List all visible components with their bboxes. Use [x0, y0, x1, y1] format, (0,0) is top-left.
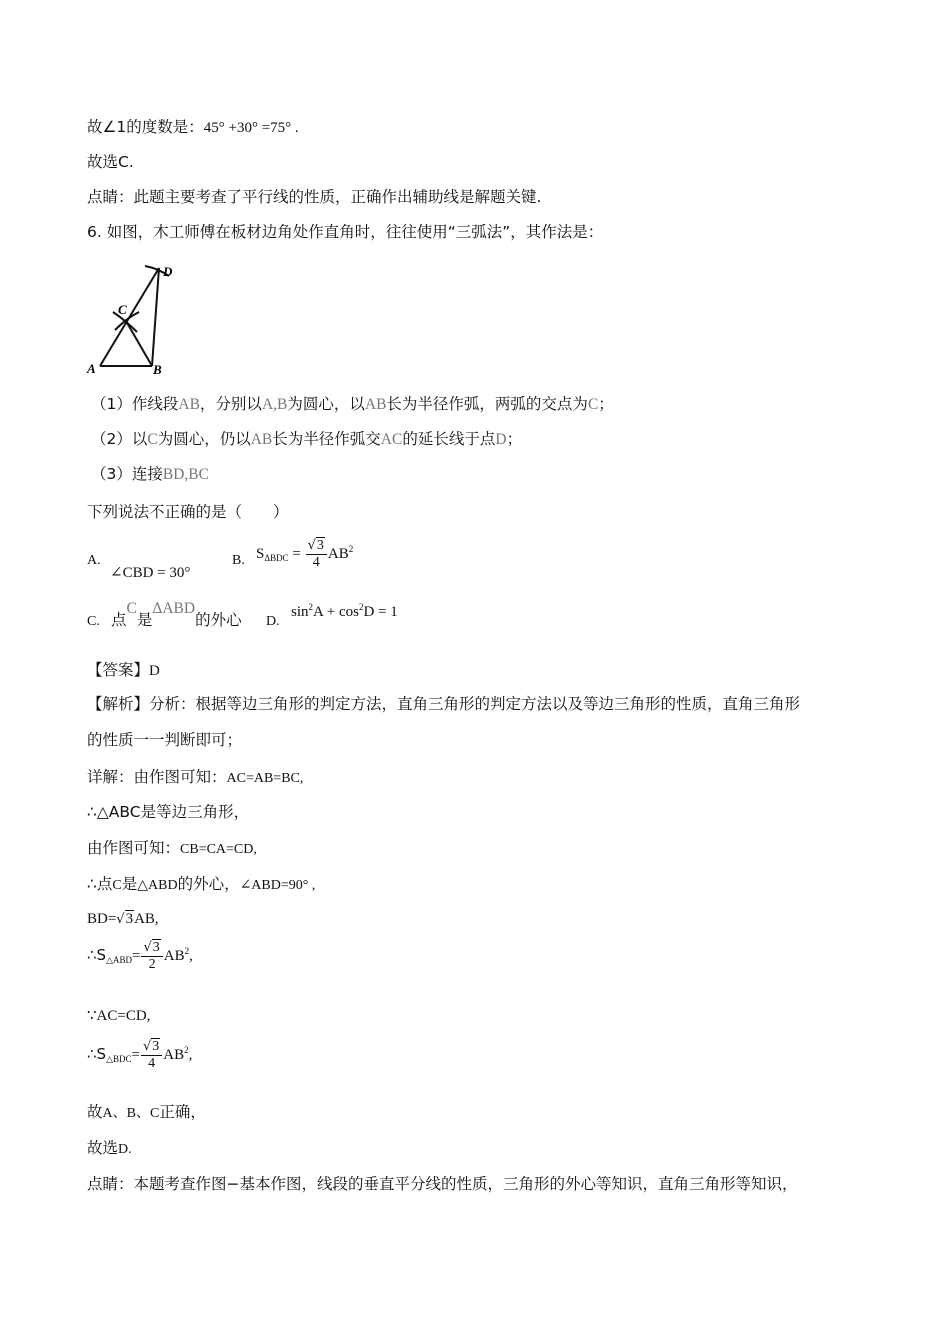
tip-line: 点睛：本题考查作图−基本作图，线段的垂直平分线的性质，三角形的外心等知识，直角三角形等知识，: [87, 1175, 798, 1193]
segment-bc: [126, 321, 152, 366]
label-a: A: [87, 361, 96, 376]
analysis-line-1: 【解析】分析：根据等边三角形的判定方法，直角三角形的判定方法以及等边三角形的性质，直角三角形: [87, 695, 801, 713]
detail-line-3: 由作图可知：CB=CA=CD,: [87, 839, 257, 857]
detail-line-9: 故A、B、C正确，: [87, 1103, 206, 1121]
option-a-label: A.: [87, 553, 101, 568]
segment-bd: [152, 268, 159, 366]
question-6-text: 6. 如图，木工师傅在板材边角处作直角时，往往使用“三弧法”，其作法是：: [87, 223, 604, 241]
label-c: C: [118, 302, 127, 317]
line-angle-result: [87, 116, 299, 139]
angle-result-text: 故∠1的度数是：: [87, 118, 204, 136]
detail-line-10: 故选D.: [87, 1139, 132, 1157]
label-d: D: [163, 264, 173, 279]
detail-line-1: 详解：由作图可知：AC=AB=BC,: [87, 768, 304, 786]
option-c-text: 点C是ΔABD的外心: [111, 600, 242, 629]
line-tip-parallel: 点睛：此题主要考查了平行线的性质，正确作出辅助线是解题关键.: [87, 188, 542, 206]
detail-line-2: ∴△ABC是等边三角形，: [87, 803, 250, 821]
option-d-expr: $\sin^2A + \cos^2D = 1$: [291, 602, 398, 620]
analysis-line-2: 的性质一一判断即可；: [87, 731, 243, 749]
detail-line-4: ∴点C是△ABD的外心，∠ABD=90° ,: [87, 875, 316, 893]
step-1: （1）作线段AB，分别以A,B为圆心，以AB长为半径作弧，两弧的交点为C；: [91, 395, 614, 413]
detail-line-6: $\therefore S_{\triangle ABD}=$ $\frac{√3}{2}$ $AB^2$,: [87, 940, 193, 972]
option-d-label: D.: [266, 614, 280, 629]
option-a-expr: ∠CBD = 30°: [110, 565, 191, 581]
label-b: B: [153, 362, 162, 377]
option-b-expr: $S_{\Delta BDC}$ = $\frac{√3}{4}$ $AB^2$: [256, 538, 354, 570]
detail-line-7: ∵AC=CD,: [87, 1008, 151, 1024]
answer-line: 【答案】D: [87, 661, 160, 679]
option-c-label: C.: [87, 614, 100, 629]
angle-result-expr: 45° +30° =75° .: [203, 120, 299, 136]
three-arc-figure: [85, 262, 195, 380]
step-3: （3）连接BD,BC: [91, 465, 209, 483]
step-2: （2）以C为圆心，仍以AB长为半径作弧交AC的延长线于点D；: [91, 430, 523, 448]
option-b-label: B.: [232, 553, 245, 568]
question-prompt: 下列说法不正确的是（ ）: [87, 503, 289, 521]
line-choose-c: 故选C.: [87, 153, 134, 171]
detail-line-8: $\therefore S_{\triangle BDC}=$ $\frac{√3}{4}$ $AB^2$,: [87, 1039, 193, 1071]
detail-line-5: BD=√3AB,: [87, 911, 159, 927]
